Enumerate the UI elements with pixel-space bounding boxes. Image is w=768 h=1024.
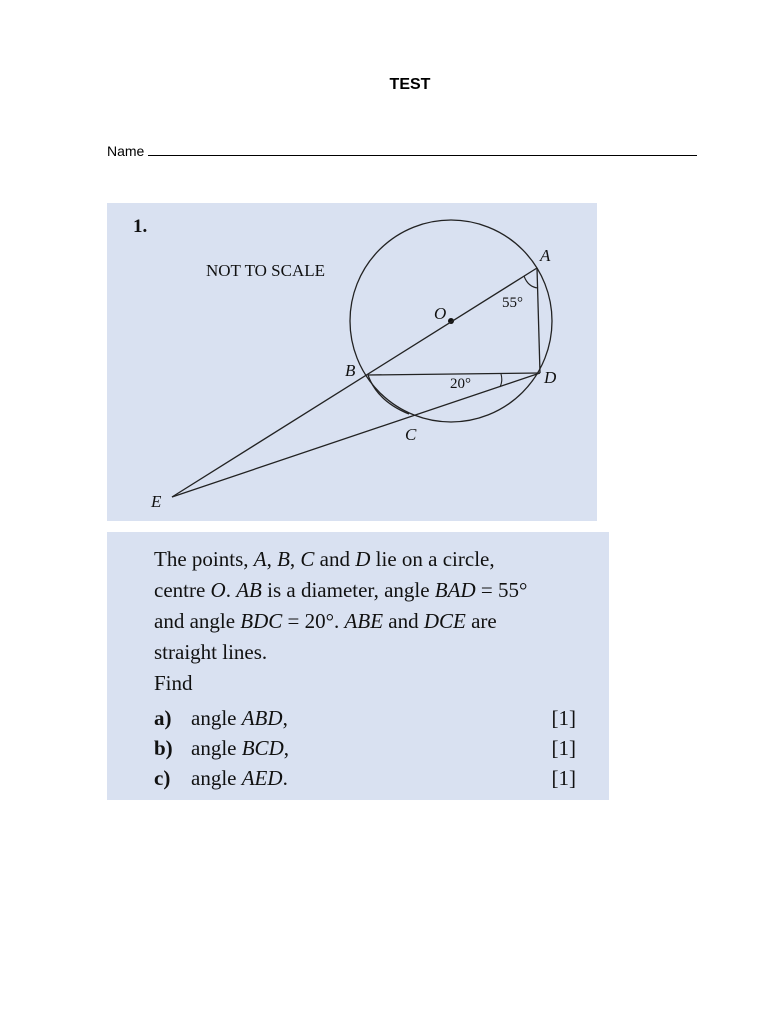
stem-text: lie on a circle, xyxy=(370,547,495,571)
part-label: a) xyxy=(154,706,172,730)
name-field[interactable] xyxy=(107,143,697,159)
label-e: E xyxy=(151,492,162,511)
stem-var: AB xyxy=(236,578,262,602)
stem-text: and angle xyxy=(154,609,241,633)
label-b: B xyxy=(345,361,356,380)
angle-bdc-label: 20° xyxy=(450,376,471,392)
stem-var: D xyxy=(355,547,371,571)
stem-line xyxy=(154,668,594,699)
stem-line xyxy=(154,637,594,668)
circle-diagram xyxy=(107,203,597,521)
label-c: C xyxy=(405,425,417,444)
question-stem xyxy=(154,544,594,699)
part-prefix: angle xyxy=(191,766,242,790)
question-part-a xyxy=(154,706,576,736)
label-d: D xyxy=(544,368,557,387)
chord-bc xyxy=(368,375,409,414)
part-marks: [1] xyxy=(551,766,576,790)
stem-text: The points, xyxy=(154,547,254,571)
question-part-c xyxy=(154,766,576,796)
name-label: Name xyxy=(107,143,145,159)
chord-bd xyxy=(368,373,540,375)
stem-var: ABE xyxy=(344,609,384,633)
part-var: BCD xyxy=(241,736,284,760)
stem-var: O xyxy=(210,578,226,602)
part-text xyxy=(191,706,288,731)
part-marks: [1] xyxy=(551,736,576,760)
name-underline[interactable] xyxy=(148,143,697,156)
geometry-figure xyxy=(107,203,597,521)
question-text-panel xyxy=(107,532,609,800)
question-part-b xyxy=(154,736,576,766)
angle-bdc-arc xyxy=(500,374,502,387)
stem-text: is a diameter, angle xyxy=(261,578,435,602)
part-marks: [1] xyxy=(551,706,576,730)
stem-text: and xyxy=(314,547,356,571)
stem-text: and xyxy=(383,609,424,633)
part-text xyxy=(191,766,288,791)
stem-var: BDC xyxy=(240,609,283,633)
stem-text: , xyxy=(266,547,278,571)
stem-var: B xyxy=(277,547,290,571)
line-dce xyxy=(172,373,540,497)
stem-var: C xyxy=(300,547,315,571)
stem-text: . xyxy=(225,578,237,602)
stem-line xyxy=(154,544,594,575)
part-end: , xyxy=(282,706,288,730)
label-a: A xyxy=(540,246,551,265)
angle-bad-arc xyxy=(524,276,538,288)
part-end: , xyxy=(283,736,289,760)
stem-text: are xyxy=(465,609,497,633)
stem-text: straight lines. xyxy=(154,640,268,664)
part-prefix: angle xyxy=(191,736,242,760)
stem-line xyxy=(154,606,594,637)
label-o: O xyxy=(434,304,447,323)
angle-bad-label: 55° xyxy=(502,295,523,311)
stem-line xyxy=(154,575,594,606)
part-end: . xyxy=(282,766,288,790)
stem-text: Find xyxy=(154,671,193,695)
part-label: c) xyxy=(154,766,171,790)
line-abe xyxy=(172,268,537,497)
scale-note: NOT TO SCALE xyxy=(206,261,326,280)
part-var: AED xyxy=(241,766,283,790)
stem-text: centre xyxy=(154,578,211,602)
part-text xyxy=(191,736,289,761)
question-number: 1. xyxy=(133,216,148,237)
part-label: b) xyxy=(154,736,173,760)
page-title: TEST xyxy=(389,76,431,93)
part-var: ABD xyxy=(241,706,283,730)
part-prefix: angle xyxy=(191,706,242,730)
stem-text: , xyxy=(289,547,301,571)
stem-text: = 20°. xyxy=(282,609,345,633)
stem-text: = 55° xyxy=(475,578,528,602)
stem-var: A xyxy=(253,547,267,571)
chord-ad xyxy=(537,268,540,373)
stem-var: DCE xyxy=(423,609,466,633)
stem-var: BAD xyxy=(434,578,476,602)
